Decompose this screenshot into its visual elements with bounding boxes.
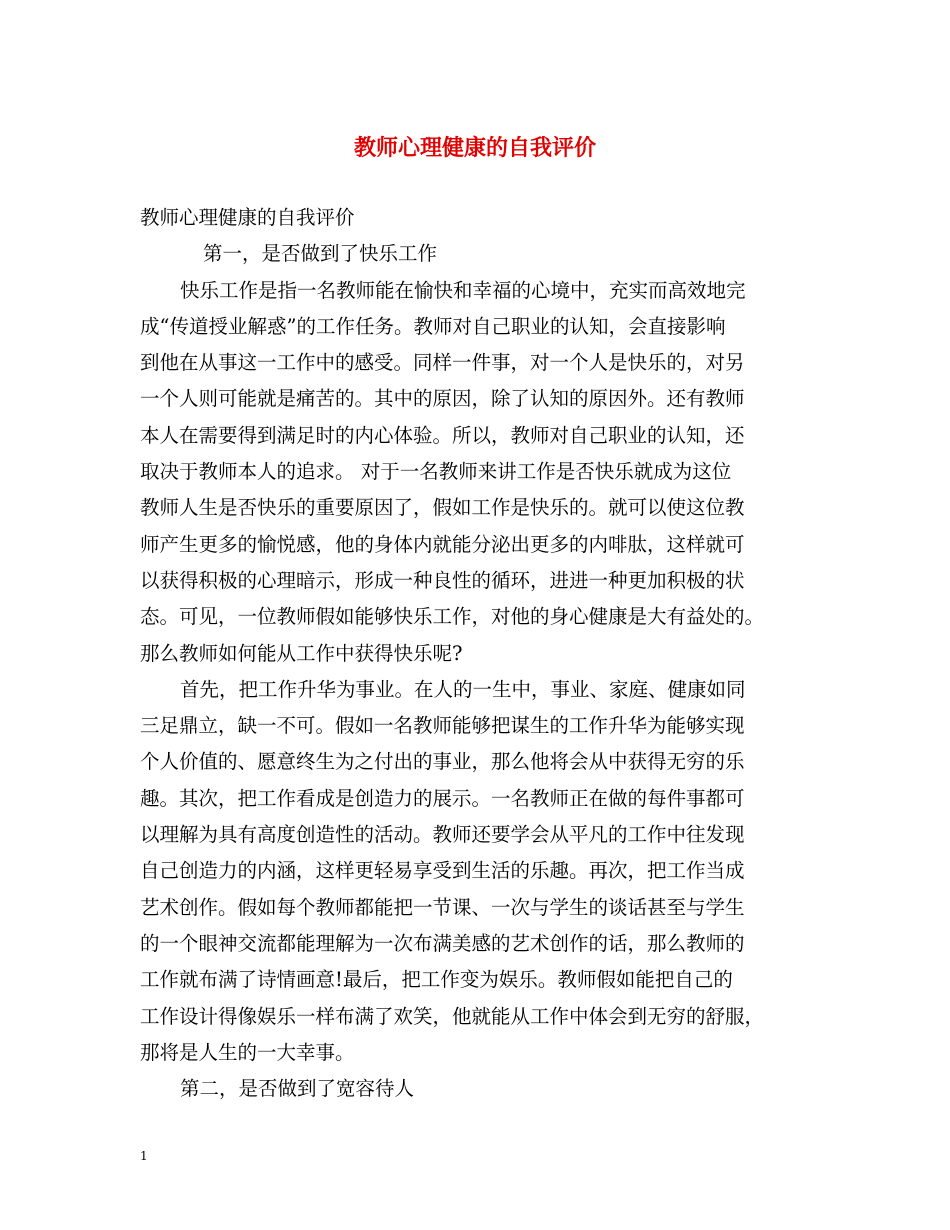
paragraph-2-line-8: 的一个眼神交流都能理解为一次布满美感的艺术创作的话，那么教师的	[140, 931, 745, 955]
paragraph-2-line-3: 个人价值的、愿意终生为之付出的事业，那么他将会从中获得无穷的乐	[140, 750, 745, 774]
paragraph-1-line-10: 态。可见，一位教师假如能够快乐工作，对他的身心健康是大有益处的。	[140, 605, 765, 629]
paragraph-1-line-5: 本人在需要得到满足时的内心体验。所以，教师对自己职业的认知，还	[140, 423, 745, 447]
document-body	[140, 200, 824, 1107]
paragraph-2-line-10: 工作设计得像娱乐一样布满了欢笑，他就能从工作中体会到无穷的舒服，	[140, 1004, 765, 1028]
paragraph-2-line-2: 三足鼎立，缺一不可。假如一名教师能够把谋生的工作升华为能够实现	[140, 714, 745, 738]
page-title: 教师心理健康的自我评价	[353, 135, 596, 161]
section-heading-1: 第一，是否做到了快乐工作	[203, 242, 438, 266]
paragraph-1-line-3: 到他在从事这一工作中的感受。同样一件事，对一个人是快乐的，对另	[140, 351, 745, 375]
paragraph-1-line-1: 快乐工作是指一名教师能在愉快和幸福的心境中，充实而高效地完	[180, 278, 746, 302]
paragraph-1-line-7: 教师人生是否快乐的重要原因了，假如工作是快乐的。就可以使这位教	[140, 496, 745, 520]
paragraph-2-line-9: 工作就布满了诗情画意!最后，把工作变为娱乐。教师假如能把自己的	[140, 968, 733, 992]
paragraph-2-line-1: 首先，把工作升华为事业。在人的一生中，事业、家庭、健康如同	[180, 677, 746, 701]
section-heading-2: 第二，是否做到了宽容待人	[180, 1077, 415, 1101]
subtitle-line: 教师心理健康的自我评价	[140, 206, 355, 229]
paragraph-1-line-9: 以获得积极的心理暗示，形成一种良性的循环，进进一种更加积极的状	[140, 568, 745, 592]
paragraph-1-line-11: 那么教师如何能从工作中获得快乐呢?	[140, 641, 463, 665]
paragraph-2-line-11: 那将是人生的一大幸事。	[140, 1040, 355, 1064]
paragraph-1-line-4: 一个人则可能就是痛苦的。其中的原因，除了认知的原因外。还有教师	[140, 387, 745, 411]
paragraph-2-line-5: 以理解为具有高度创造性的活动。教师还要学会从平凡的工作中往发现	[140, 823, 745, 847]
paragraph-2-line-6: 自己创造力的内涵，这样更轻易享受到生活的乐趣。再次，把工作当成	[140, 859, 745, 883]
paragraph-1-line-8: 师产生更多的愉悦感，他的身体内就能分泌出更多的内啡肽，这样就可	[140, 532, 745, 556]
paragraph-2-line-4: 趣。其次，把工作看成是创造力的展示。一名教师正在做的每件事都可	[140, 786, 745, 810]
page-number: 1	[140, 1149, 148, 1163]
paragraph-2-line-7: 艺术创作。假如每个教师都能把一节课、一次与学生的谈话甚至与学生	[140, 895, 745, 919]
paragraph-1-line-6: 取决于教师本人的追求。 对于一名教师来讲工作是否快乐就成为这位	[140, 460, 732, 484]
paragraph-1-line-2: 成“传道授业解惑”的工作任务。教师对自己职业的认知，会直接影响	[140, 314, 726, 338]
